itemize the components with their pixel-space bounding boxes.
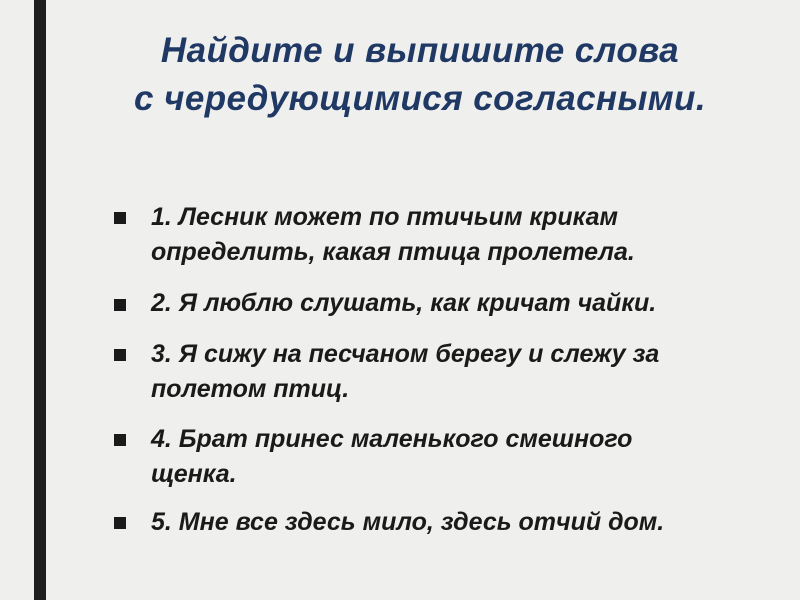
slide-title-line-1: Найдите и выпишите слова <box>160 31 680 70</box>
square-bullet-icon <box>114 299 126 311</box>
square-bullet-icon <box>114 434 126 446</box>
exercise-item-text: 2. Я люблю слушать, как кричат чайки. <box>151 289 657 317</box>
square-bullet-icon <box>114 517 126 529</box>
square-bullet-icon <box>114 212 126 224</box>
exercise-item-text: 5. Мне все здесь мило, здесь отчий дом. <box>151 508 665 536</box>
square-bullet-icon <box>114 349 126 361</box>
exercise-item-text: 1. Лесник может по птичьим крикам определить, какая птица пролетела. <box>151 203 635 266</box>
slide-title-line-2: с чередующимися согласными. <box>134 79 706 118</box>
exercise-item-text: 4. Брат принес маленького смешного щенка. <box>151 425 633 488</box>
exercise-item-text: 3. Я сижу на песчаном берегу и слежу за полетом птиц. <box>151 340 660 403</box>
